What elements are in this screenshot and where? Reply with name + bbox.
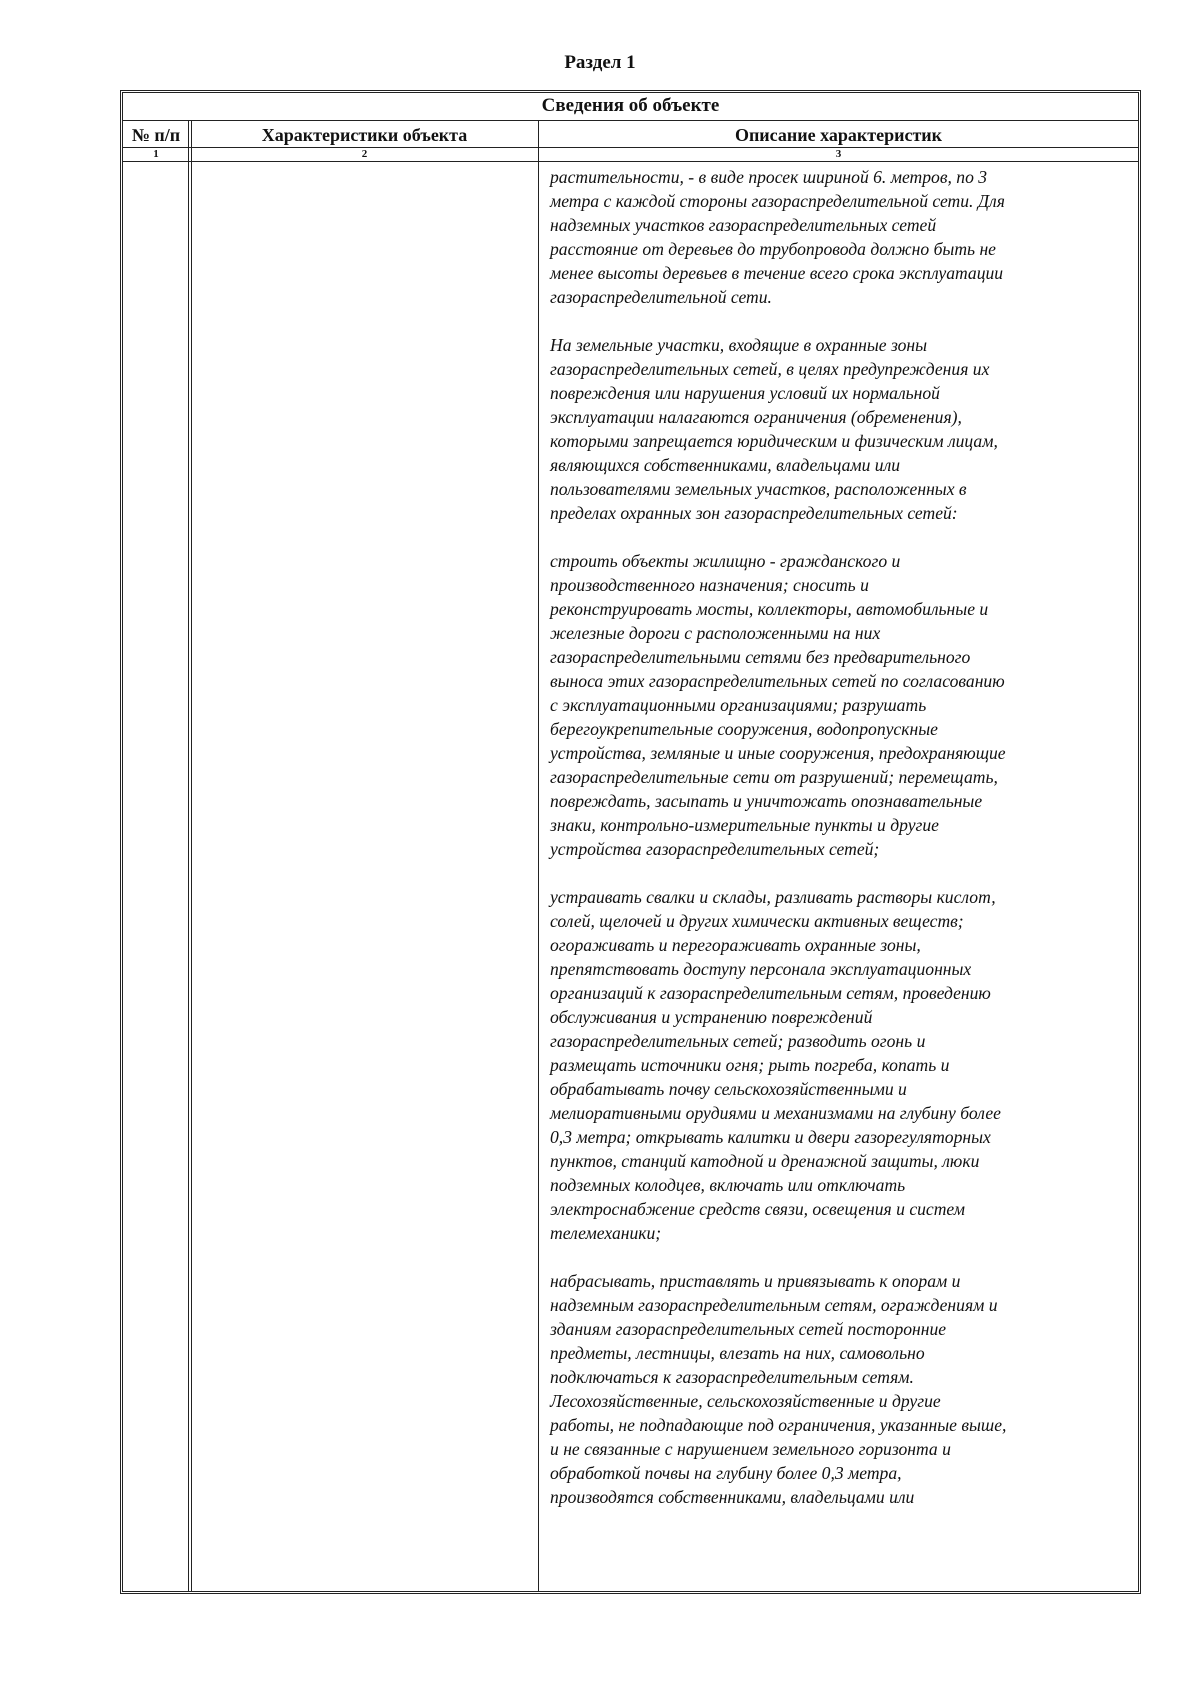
column-number-1: 1 [153,148,159,160]
column-number-3: 3 [835,148,842,160]
paragraph-dumps-ban: устраивать свалки и склады, разливать растворы кислот, солей, щелочей и других химически активных веществ; огораживать и перегораживать охранные зоны, препятствовать доступу персонала эксплуатационных организаций к газораспределительным сетям, проведению обслуживания и устранению повреждений газораспределительных сетей; разводить огонь и размещать источники огня; рыть погреба, копать и обрабатывать почву сельскохозяйственными и мелиоративными орудиями и механизмами на глубину более 0,3 метра; открывать калитки и двери газорегуляторных пунктов, станций катодной и дренажной защиты, люки подземных колодцев, включать или отключать электроснабжение средств связи, освещения и систем телемеханики; [550,887,1001,1243]
column-divider-2 [538,120,539,1591]
object-info-table [120,90,1141,1594]
description-cell [550,165,1128,1509]
paragraph-protection-strip: растительности, - в виде просек шириной 6. метров, по 3 метра с каждой стороны газораспределительной сети. Для надземных участков газораспределительных сетей расстояние от деревьев до трубопровода должно быть не менее высоты деревьев в течение всего срока эксплуатации газораспределительной сети. [550,167,1005,307]
header-description: Описание характеристик [734,125,943,145]
caption-divider [123,120,1138,121]
column-number-divider [123,161,1138,162]
paragraph-construction-ban: строить объекты жилищно - гражданского и производственного назначения; сносить и реконструировать мосты, коллекторы, автомобильные и железные дороги с расположенными на них газораспределительными сетями без предварительного выноса этих газораспределительных сетей по согласованию с эксплуатационными организациями; разрушать берегоукрепительные сооружения, водопропускные устройства, земляные и иные сооружения, предохраняющие газораспределительные сети от разрушений; перемещать, повреждать, засыпать и уничтожать опознавательные знаки, контрольно-измерительные пункты и другие устройства газораспределительных сетей; [550,551,1006,859]
paragraph-objects-ban: набрасывать, приставлять и привязывать к опорам и надземным газораспределительным сетям, ограждениям и зданиям газораспределительных сетей посторонние предметы, лестницы, влезать на них, самовольно подключаться к газораспределительным сетям. Лесохозяйственные, сельскохозяйственные и другие работы, не подпадающие под ограничения, указанные выше, и не связанные с нарушением земельного горизонта и обработкой почвы на глубину более 0,3 метра, производятся собственниками, владельцами или [550,1271,1007,1507]
column-number-2: 2 [361,148,368,160]
table-caption: Сведения об объекте [541,95,720,116]
column-divider-1 [188,120,192,1591]
section-title: Раздел 1 [564,52,636,73]
paragraph-restrictions-intro: На земельные участки, входящие в охранные зоны газораспределительных сетей, в целях предупреждения их повреждения или нарушения условий их нормальной эксплуатации налагаются ограничения (обременения), которыми запрещается юридическим и физическим лицам, являющихся собственниками, владельцами или пользователями земельных участков, расположенных в пределах охранных зон газораспределительных сетей: [550,335,998,523]
header-number: № п/п [131,125,181,145]
header-characteristics: Характеристики объекта [261,125,468,145]
